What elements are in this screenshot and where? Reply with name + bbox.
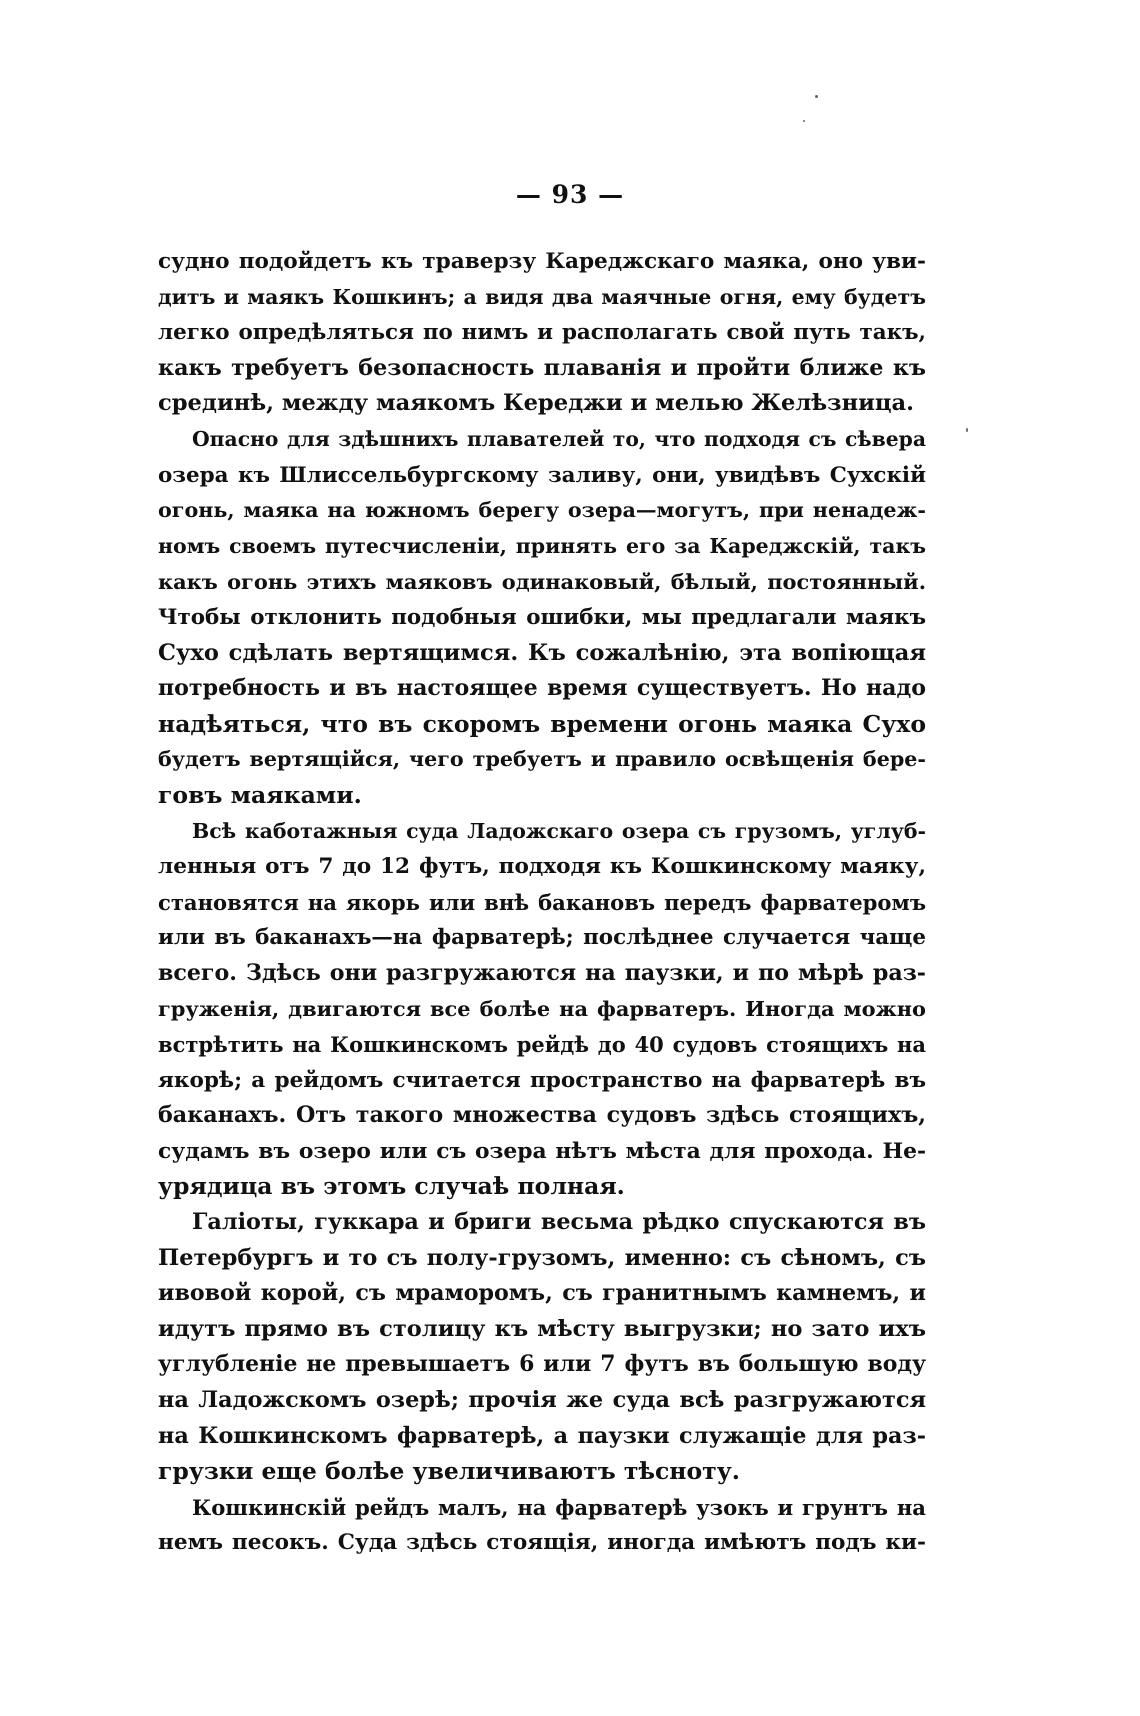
text-line: надѣяться, что въ скоромъ времени огонь маяка Сухо (158, 709, 926, 738)
body-text (158, 244, 926, 1561)
paper-speck (803, 120, 805, 122)
text-line: легко опредѣляться по нимъ и располагать свой путь такъ, (158, 320, 926, 346)
page-number: — 93 — (515, 180, 625, 209)
text-line: какъ огонь этихъ маяковъ одинаковый, бѣлый, постоянный. (158, 569, 926, 595)
text-line: или въ баканахъ—на фарватерѣ; послѣднее случается чаще (158, 925, 926, 951)
paper-speck (966, 428, 968, 432)
text-line: Галіоты, гуккара и бриги весьма рѣдко спускаются въ (192, 1209, 926, 1236)
text-line: говъ маяками. (158, 780, 362, 809)
text-line: груженія, двигаются все болѣе на фарватеръ. Иногда можно (158, 996, 926, 1022)
text-line: будетъ вертящійся, чего требуетъ и правило освѣщенія бере- (158, 747, 926, 772)
text-line: Кошкинскій рейдъ малъ, на фарватерѣ узокъ и грунтъ на (192, 1494, 926, 1520)
text-line: ивовой корой, съ мраморомъ, съ гранитнымъ камнемъ, и (158, 1280, 926, 1307)
text-line: огонь, маяка на южномъ берегу озера—могутъ, при ненадеж- (158, 498, 926, 523)
text-line: на Кошкинскомъ фарватерѣ, а паузки служащіе для раз- (158, 1422, 926, 1449)
text-line: баканахъ. Отъ такого множества судовъ здѣсь стоящихъ, (158, 1102, 926, 1129)
text-line: судамъ въ озеро или съ озера нѣтъ мѣста для прохода. Не- (158, 1138, 926, 1164)
text-line: озера къ Шлиссельбургскому заливу, они, увидѣвъ Сухскій (158, 462, 926, 488)
text-line: углубленіе не превышаетъ 6 или 7 футъ въ большую воду (158, 1351, 926, 1378)
text-line: какъ требуетъ безопасность плаванія и пройти ближе къ (158, 354, 926, 381)
text-line: Чтобы отклонить подобныя ошибки, мы предлагали маякъ (158, 604, 926, 630)
text-line: якорѣ; а рейдомъ считается пространство на фарватерѣ въ (158, 1067, 926, 1093)
text-line: идутъ прямо въ столицу къ мѣсту выгрузки; но зато ихъ (158, 1315, 926, 1342)
text-line: немъ песокъ. Суда здѣсь стоящія, иногда имѣютъ подъ ки- (158, 1530, 926, 1556)
paper-speck (815, 95, 818, 98)
text-line: потребность и въ настоящее время существуетъ. Но надо (158, 675, 926, 702)
text-line: становятся на якорь или внѣ бакановъ передъ фарватеромъ (158, 889, 926, 915)
text-line: грузки еще болѣе увеличиваютъ тѣсноту. (158, 1457, 740, 1486)
text-line: номъ своемъ путесчисленіи, принять его за Кареджскій, такъ (158, 533, 926, 558)
text-line: Всѣ каботажныя суда Ладожскаго озера съ грузомъ, углуб- (192, 818, 926, 843)
text-line: судно подойдетъ къ траверзу Кареджскаго маяка, оно уви- (158, 249, 926, 274)
text-line: Сухо сдѣлать вертящимся. Къ сожалѣнію, эта вопіющая (158, 639, 926, 666)
text-line: дитъ и маякъ Кошкинъ; а видя два маячные огня, ему будетъ (158, 284, 926, 309)
text-line: урядица въ этомъ случаѣ полная. (158, 1172, 625, 1201)
text-line: ленныя отъ 7 до 12 футъ, подходя къ Кошкинскому маяку, (158, 854, 926, 880)
text-line: на Ладожскомъ озерѣ; прочія же суда всѣ разгружаются (158, 1387, 926, 1413)
text-line: Опасно для здѣшнихъ плавателей то, что подходя съ сѣвера (192, 426, 926, 451)
text-line: срединѣ, между маякомъ Кереджи и мелью Желѣзница. (158, 390, 915, 417)
text-line: Петербургъ и то съ полу-грузомъ, именно: съ сѣномъ, съ (158, 1244, 926, 1271)
text-line: встрѣтить на Кошкинскомъ рейдѣ до 40 судовъ стоящихъ на (158, 1032, 926, 1058)
text-line: всего. Здѣсь они разгружаются на паузки, и по мѣрѣ раз- (158, 959, 926, 986)
